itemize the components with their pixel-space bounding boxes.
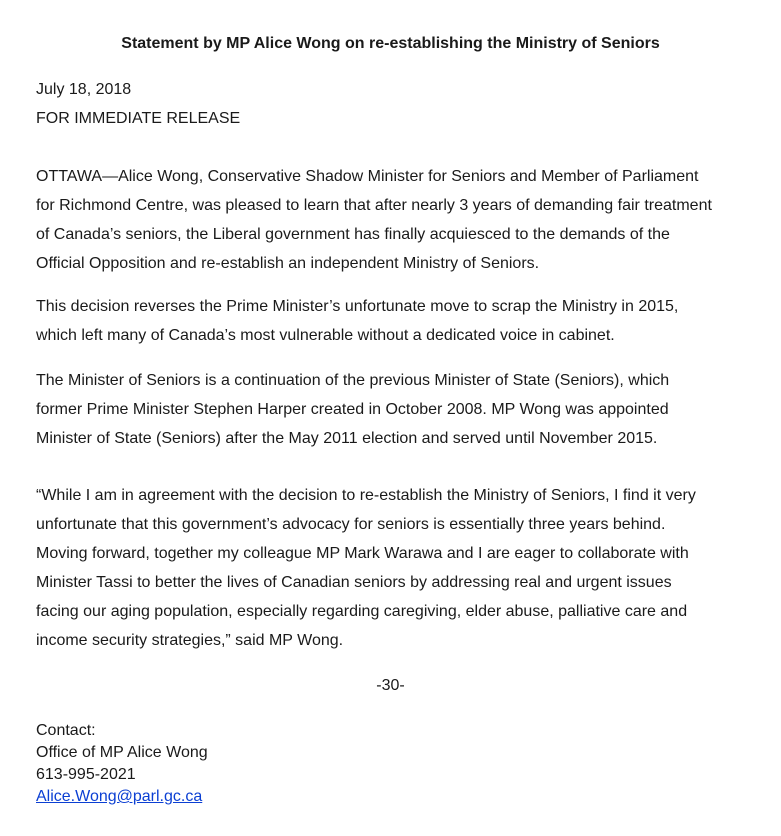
contact-phone: 613-995-2021 [36,766,136,783]
end-mark: -30- [376,677,405,694]
paragraph-line: Minister Tassi to better the lives of Canadian seniors by addressing real and urgent issues [36,574,672,591]
paragraph-line: This decision reverses the Prime Minister’s unfortunate move to scrap the Ministry in 2015, [36,298,679,315]
paragraph-3 [36,366,756,453]
contact-office: Office of MP Alice Wong [36,744,208,761]
paragraph-line: Moving forward, together my colleague MP Mark Warawa and I are eager to collaborate with [36,545,689,562]
paragraph-line: for Richmond Centre, was pleased to learn that after nearly 3 years of demanding fair treatment [36,197,712,214]
document-title: Statement by MP Alice Wong on re-establishing the Ministry of Seniors [121,35,660,52]
paragraph-line: which left many of Canada’s most vulnerable without a dedicated voice in cabinet. [36,327,615,344]
release-notice: FOR IMMEDIATE RELEASE [36,110,241,127]
paragraph-2 [36,292,756,350]
paragraph-line: “While I am in agreement with the decision to re-establish the Ministry of Seniors, I find it very [36,487,696,504]
paragraph-line: Minister of State (Seniors) after the May 2011 election and served until November 2015. [36,430,658,447]
paragraph-line: The Minister of Seniors is a continuation of the previous Minister of State (Seniors), which [36,372,670,389]
paragraph-line: income security strategies,” said MP Wong. [36,632,344,649]
paragraph-line: OTTAWA—Alice Wong, Conservative Shadow Minister for Seniors and Member of Parliament [36,168,699,185]
contact-email-link[interactable]: Alice.Wong@parl.gc.ca [36,788,203,805]
release-date: July 18, 2018 [36,81,132,98]
contact-block [36,720,208,808]
paragraph-line: former Prime Minister Stephen Harper created in October 2008. MP Wong was appointed [36,401,669,418]
paragraph-4-quote [36,481,756,655]
paragraph-line: facing our aging population, especially regarding caregiving, elder abuse, palliative care and [36,603,688,620]
paragraph-line: unfortunate that this government’s advocacy for seniors is essentially three years behind. [36,516,666,533]
contact-label: Contact: [36,722,96,739]
paragraph-line: of Canada’s seniors, the Liberal government has finally acquiesced to the demands of the [36,226,670,243]
paragraph-1 [36,162,756,278]
paragraph-line: Official Opposition and re-establish an independent Ministry of Seniors. [36,255,540,272]
